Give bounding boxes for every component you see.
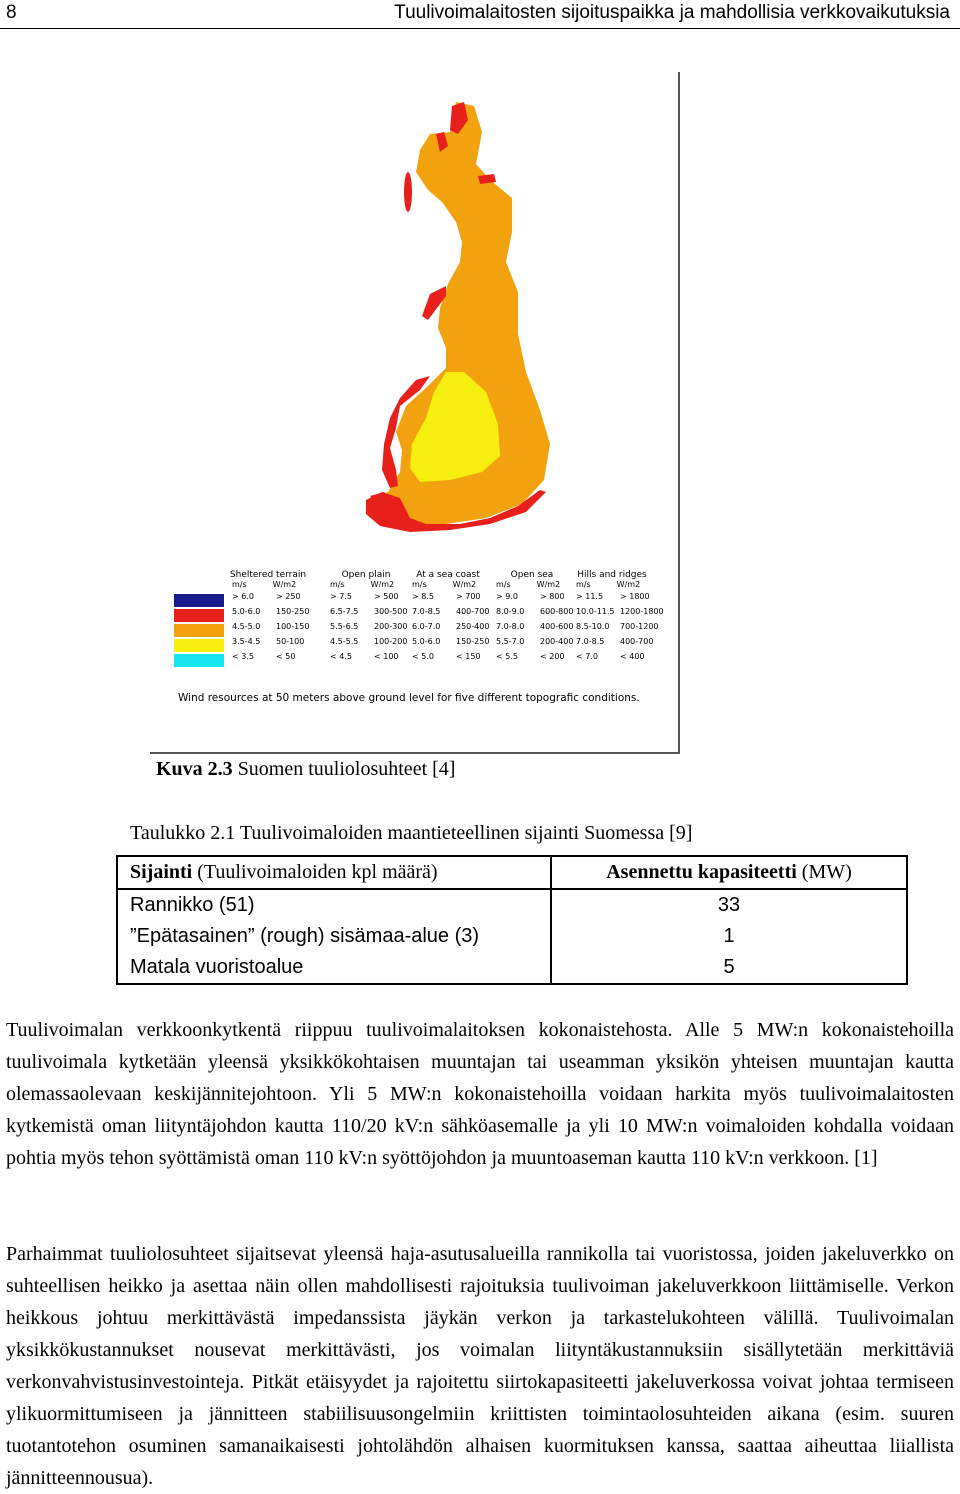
- table-row: [117, 889, 907, 921]
- table-label: Taulukko 2.1: [130, 822, 236, 844]
- legend-column: [412, 570, 489, 667]
- swatch-red: [174, 609, 224, 622]
- legend-row: 8.0-9.0 600-800: [496, 607, 574, 616]
- legend-category: Open plain: [341, 570, 391, 580]
- finland-wind-map: [250, 72, 670, 542]
- legend-row: 7.0-8.0 400-600: [496, 622, 574, 631]
- legend-row: < 5.0 < 150: [412, 652, 481, 661]
- legend-column: [576, 570, 664, 667]
- swatch-orange: [174, 624, 224, 637]
- legend-row: 6.5-7.5 300-500: [330, 607, 408, 616]
- legend-column: [330, 570, 407, 667]
- cell-location: ”Epätasainen” (rough) sisämaa-alue (3): [117, 921, 551, 952]
- legend-row: > 11.5 > 1800: [576, 592, 650, 601]
- legend-row: 5.0-6.0 150-250: [412, 637, 490, 646]
- cell-location: Rannikko (51): [117, 889, 551, 921]
- legend-row: 7.0-8.5 400-700: [412, 607, 490, 616]
- legend-row: 6.0-7.0 250-400: [412, 622, 490, 631]
- swatch-yellow: [174, 639, 224, 652]
- table-title: [130, 822, 692, 845]
- legend-column: [229, 570, 310, 667]
- legend-category: Sheltered terrain: [229, 570, 307, 580]
- legend-row: < 3.5 < 50: [232, 652, 296, 661]
- legend-row: < 5.5 < 200: [496, 652, 565, 661]
- legend-row: 5.0-6.0 150-250: [232, 607, 310, 616]
- legend-units: m/s W/m2: [412, 580, 477, 589]
- legend-category: At a sea coast: [416, 570, 480, 580]
- legend-row: > 8.5 > 700: [412, 592, 481, 601]
- map-zone-red-lapland: [404, 172, 412, 212]
- legend-row: < 7.0 < 400: [576, 652, 645, 661]
- table-header-row: [117, 856, 907, 889]
- swatch-cyan: [174, 654, 224, 667]
- table-title-text: Tuulivoimaloiden maantieteellinen sijainti Suomessa [9]: [235, 822, 693, 844]
- legend-swatches: [174, 594, 224, 669]
- legend-units: m/s W/m2: [232, 580, 297, 589]
- legend-category: Hills and ridges: [577, 570, 647, 580]
- legend-row: 8.5-10.0 700-1200: [576, 622, 659, 631]
- legend-units: m/s W/m2: [330, 580, 395, 589]
- legend-row: 5.5-6.5 200-300: [330, 622, 408, 631]
- legend-row: 7.0-8.5 400-700: [576, 637, 654, 646]
- legend-category: Open sea: [510, 570, 554, 580]
- wind-map-figure: [150, 72, 680, 754]
- running-title: Tuulivoimalaitosten sijoituspaikka ja mahdollisia verkkovaikutuksia: [394, 2, 950, 23]
- legend-units: m/s W/m2: [496, 580, 561, 589]
- paragraph-grid-connection: Tuulivoimalan verkkoonkytkentä riippuu tuulivoimalaitoksen kokonaistehosta. Alle 5 MW:n kokonaistehoilla tuulivoimala kytketään yleensä yksikkökohtaisen muuntajan tai useamman yksikön yhteisen muuntajan kautta olemassaolevaan keskijännitejohtoon. Yli 5 MW:n kokonaistehoilla voidaan harkita myös tuulivoimalaitosten kytkemistä oman liityntäjohdon kautta 110/20 kV:n sähköasemalle ja yli 10 MW:n voimaloiden kohdalla voidaan pohtia myös tehon syöttämistä oman 110 kV:n syöttöjohdon ja muuntoaseman kautta 110 kV:n verkkoon. [1]: [6, 1019, 954, 1169]
- swatch-blue: [174, 594, 224, 607]
- legend-row: 4.5-5.5 100-200: [330, 637, 408, 646]
- legend-row: > 9.0 > 800: [496, 592, 565, 601]
- figure-caption: [156, 758, 455, 781]
- caption-text: Suomen tuuliolosuhteet [4]: [232, 758, 456, 780]
- legend-row: 4.5-5.0 100-150: [232, 622, 310, 631]
- paragraph-weak-grid: Parhaimmat tuuliolosuhteet sijaitsevat yleensä haja-asutusalueilla rannikolla tai vuoristossa, joiden jakeluverkko on suhteellisen heikko ja asettaa näin ollen mahdollisesti rajoituksia tuulivoiman jakeluverkkoon liittämiselle. Verkon heikkous johtuu merkittävästä impedanssista jäykän verkon ja tarkastelukohteen välillä. Tuulivoimalan yksikkökustannukset nousevat merkittävästi, jos voimalan liityntäkustannuksiin sisällytetään merkittäviä verkonvahvistusinvestointeja. Pitkät etäisyydet ja rajoitettu siirtokapasiteetti jakeluverkossa voivat johtaa termiseen ylikuormittumiseen ja jännitteen stabiilisuusongelmiin kriittisten toimintaolosuhteiden aikana (esim. suuren tuotantotehon osuminen samanaikaisesti johtolähdön alhaisen kuormituksen kanssa, saattaa aiheuttaa liiallista jännitteennousua).: [6, 1243, 954, 1489]
- legend-row: < 4.5 < 100: [330, 652, 399, 661]
- table-row: [117, 921, 907, 952]
- legend-note: Wind resources at 50 meters above ground level for five different topografic conditions.: [178, 692, 640, 704]
- cell-capacity: 1: [551, 921, 907, 952]
- cell-location: Matala vuoristoalue: [117, 952, 551, 984]
- page-number: 8: [6, 2, 17, 23]
- legend-row: 10.0-11.5 1200-1800: [576, 607, 664, 616]
- header-location: Sijainti (Tuulivoimaloiden kpl määrä): [117, 856, 551, 889]
- caption-label: Kuva 2.3: [156, 758, 233, 780]
- legend-units: m/s W/m2: [576, 580, 641, 589]
- legend-row: > 7.5 > 500: [330, 592, 399, 601]
- legend-row: 3.5-4.5 50-100: [232, 637, 305, 646]
- location-capacity-table: [116, 855, 908, 985]
- cell-capacity: 33: [551, 889, 907, 921]
- legend-column: [496, 570, 573, 667]
- cell-capacity: 5: [551, 952, 907, 984]
- legend-row: 5.5-7.0 200-400: [496, 637, 574, 646]
- legend-row: > 6.0 > 250: [232, 592, 301, 601]
- header-capacity: Asennettu kapasiteetti (MW): [551, 856, 907, 889]
- table-row: [117, 952, 907, 984]
- page-header: [0, 0, 960, 29]
